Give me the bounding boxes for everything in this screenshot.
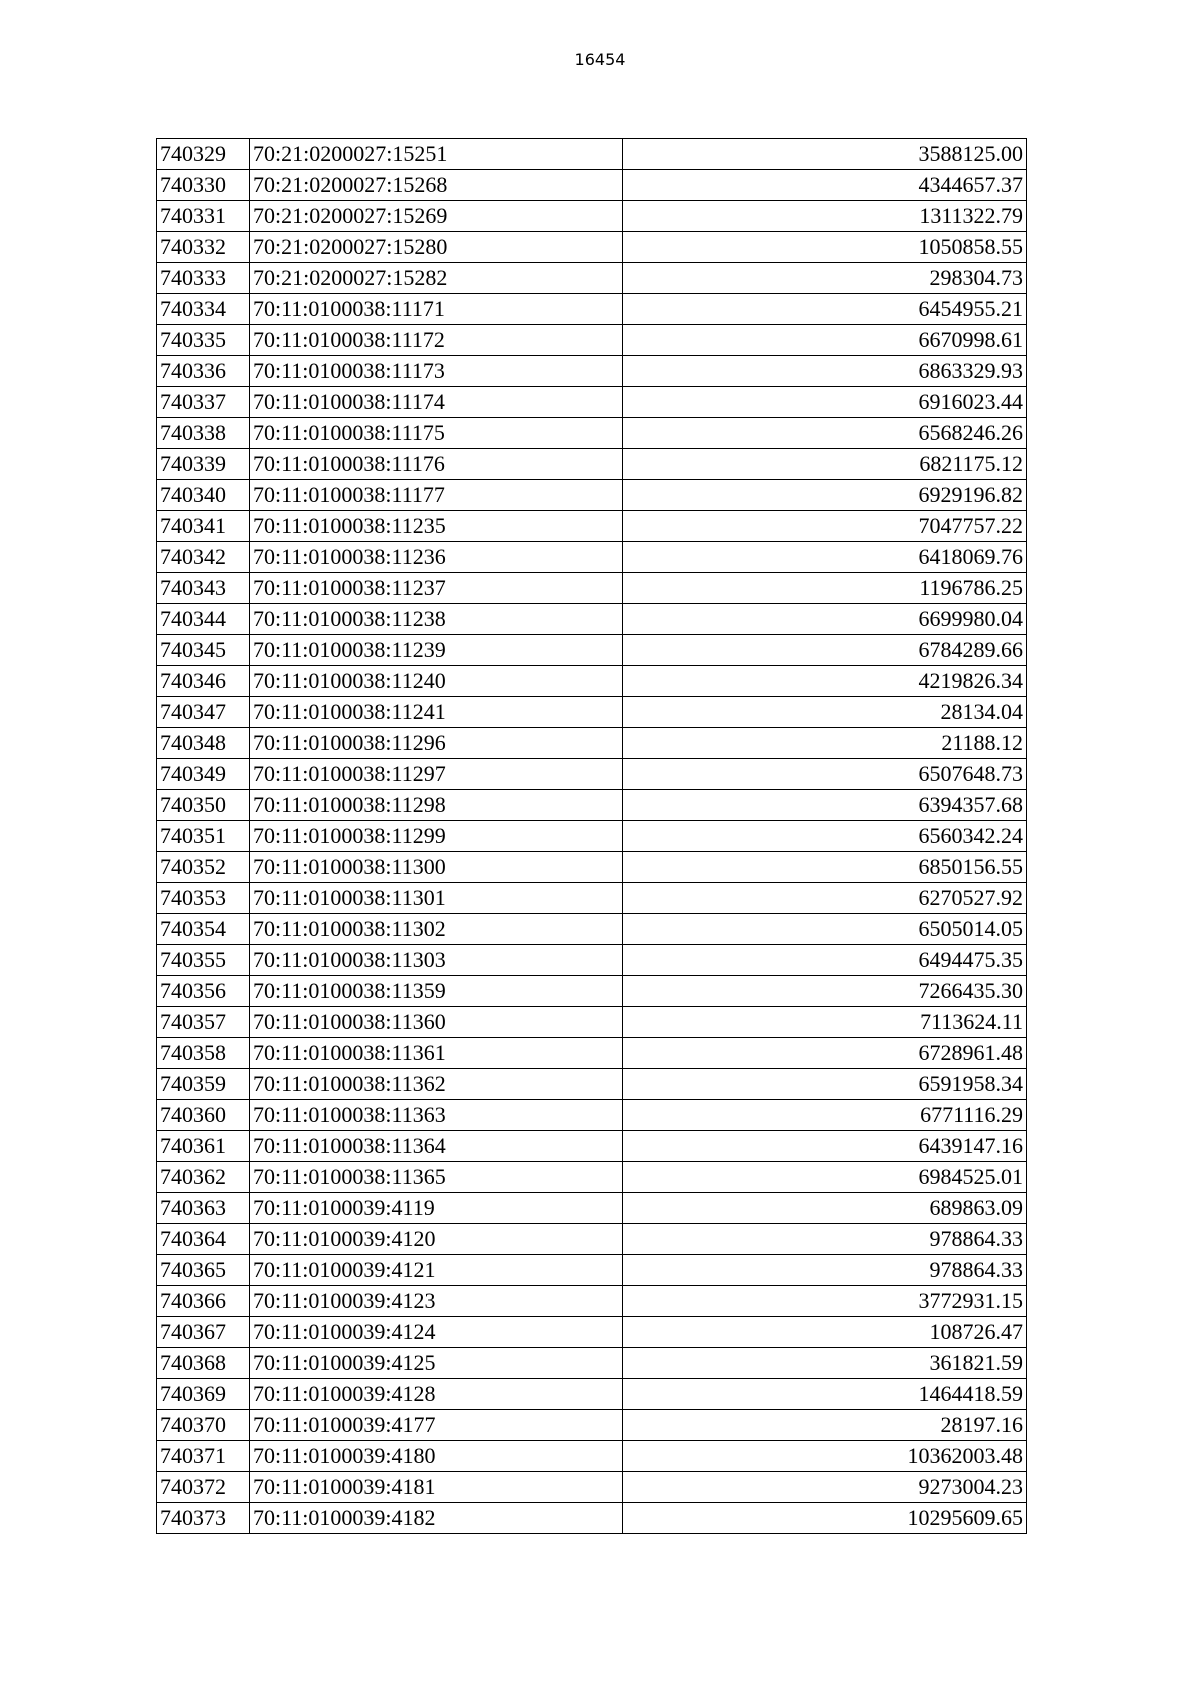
cadastral-value-cell: 361821.59 xyxy=(623,1348,1027,1379)
cadastral-value-cell: 6270527.92 xyxy=(623,883,1027,914)
cadastral-value-cell: 6439147.16 xyxy=(623,1131,1027,1162)
row-number-cell: 740367 xyxy=(157,1317,250,1348)
cadastral-number-cell: 70:11:0100039:4128 xyxy=(250,1379,623,1410)
page-number: 16454 xyxy=(574,50,626,69)
table-row xyxy=(157,1503,1027,1534)
row-number-cell: 740345 xyxy=(157,635,250,666)
cadastral-value-cell: 978864.33 xyxy=(623,1255,1027,1286)
table-row xyxy=(157,1286,1027,1317)
row-number-cell: 740330 xyxy=(157,170,250,201)
row-number-cell: 740360 xyxy=(157,1100,250,1131)
cadastral-value-cell: 10362003.48 xyxy=(623,1441,1027,1472)
cadastral-number-cell: 70:11:0100038:11363 xyxy=(250,1100,623,1131)
table-row xyxy=(157,945,1027,976)
row-number-cell: 740364 xyxy=(157,1224,250,1255)
table-row xyxy=(157,1162,1027,1193)
table-row xyxy=(157,1410,1027,1441)
cadastral-value-cell: 6394357.68 xyxy=(623,790,1027,821)
row-number-cell: 740339 xyxy=(157,449,250,480)
table-row xyxy=(157,1379,1027,1410)
cadastral-value-cell: 689863.09 xyxy=(623,1193,1027,1224)
cadastral-value-cell: 6821175.12 xyxy=(623,449,1027,480)
table-row xyxy=(157,418,1027,449)
row-number-cell: 740334 xyxy=(157,294,250,325)
row-number-cell: 740370 xyxy=(157,1410,250,1441)
table-row xyxy=(157,387,1027,418)
cadastral-value-cell: 9273004.23 xyxy=(623,1472,1027,1503)
cadastral-value-cell: 6863329.93 xyxy=(623,356,1027,387)
cadastral-value-cell: 6916023.44 xyxy=(623,387,1027,418)
cadastral-value-cell: 6494475.35 xyxy=(623,945,1027,976)
table-row xyxy=(157,666,1027,697)
row-number-cell: 740373 xyxy=(157,1503,250,1534)
cadastral-value-cell: 978864.33 xyxy=(623,1224,1027,1255)
table-row xyxy=(157,449,1027,480)
table-row xyxy=(157,1441,1027,1472)
cadastral-value-cell: 21188.12 xyxy=(623,728,1027,759)
table-row xyxy=(157,1224,1027,1255)
table-row xyxy=(157,604,1027,635)
cadastral-number-cell: 70:11:0100038:11176 xyxy=(250,449,623,480)
row-number-cell: 740358 xyxy=(157,1038,250,1069)
table-row xyxy=(157,821,1027,852)
cadastral-value-cell: 6929196.82 xyxy=(623,480,1027,511)
cadastral-value-cell: 3588125.00 xyxy=(623,139,1027,170)
cadastral-value-cell: 6984525.01 xyxy=(623,1162,1027,1193)
cadastral-number-cell: 70:21:0200027:15282 xyxy=(250,263,623,294)
row-number-cell: 740362 xyxy=(157,1162,250,1193)
cadastral-value-cell: 7113624.11 xyxy=(623,1007,1027,1038)
cadastral-number-cell: 70:11:0100038:11301 xyxy=(250,883,623,914)
cadastral-number-cell: 70:11:0100039:4177 xyxy=(250,1410,623,1441)
row-number-cell: 740365 xyxy=(157,1255,250,1286)
cadastral-number-cell: 70:11:0100038:11241 xyxy=(250,697,623,728)
cadastral-value-cell: 28197.16 xyxy=(623,1410,1027,1441)
table-row xyxy=(157,1069,1027,1100)
table-row xyxy=(157,852,1027,883)
row-number-cell: 740344 xyxy=(157,604,250,635)
table-row xyxy=(157,232,1027,263)
table-row xyxy=(157,790,1027,821)
table-row xyxy=(157,1472,1027,1503)
cadastral-number-cell: 70:11:0100039:4124 xyxy=(250,1317,623,1348)
row-number-cell: 740355 xyxy=(157,945,250,976)
row-number-cell: 740353 xyxy=(157,883,250,914)
table-row xyxy=(157,573,1027,604)
cadastral-value-cell: 7266435.30 xyxy=(623,976,1027,1007)
cadastral-value-cell: 1311322.79 xyxy=(623,201,1027,232)
row-number-cell: 740352 xyxy=(157,852,250,883)
cadastral-number-cell: 70:11:0100038:11236 xyxy=(250,542,623,573)
table-row xyxy=(157,170,1027,201)
cadastral-number-cell: 70:11:0100039:4123 xyxy=(250,1286,623,1317)
cadastral-number-cell: 70:11:0100038:11235 xyxy=(250,511,623,542)
table-row xyxy=(157,294,1027,325)
row-number-cell: 740342 xyxy=(157,542,250,573)
cadastral-number-cell: 70:11:0100038:11177 xyxy=(250,480,623,511)
table-row xyxy=(157,139,1027,170)
cadastral-value-cell: 4219826.34 xyxy=(623,666,1027,697)
table-row xyxy=(157,976,1027,1007)
cadastral-number-cell: 70:11:0100038:11172 xyxy=(250,325,623,356)
cadastral-number-cell: 70:11:0100038:11361 xyxy=(250,1038,623,1069)
row-number-cell: 740347 xyxy=(157,697,250,728)
cadastral-value-cell: 298304.73 xyxy=(623,263,1027,294)
cadastral-number-cell: 70:11:0100038:11298 xyxy=(250,790,623,821)
table-row xyxy=(157,697,1027,728)
cadastral-number-cell: 70:11:0100038:11240 xyxy=(250,666,623,697)
table-row xyxy=(157,1038,1027,1069)
row-number-cell: 740361 xyxy=(157,1131,250,1162)
row-number-cell: 740354 xyxy=(157,914,250,945)
cadastral-number-cell: 70:11:0100038:11362 xyxy=(250,1069,623,1100)
registry-table xyxy=(156,138,1027,1534)
row-number-cell: 740372 xyxy=(157,1472,250,1503)
cadastral-number-cell: 70:11:0100039:4119 xyxy=(250,1193,623,1224)
cadastral-value-cell: 1050858.55 xyxy=(623,232,1027,263)
cadastral-number-cell: 70:11:0100038:11174 xyxy=(250,387,623,418)
cadastral-number-cell: 70:11:0100039:4120 xyxy=(250,1224,623,1255)
cadastral-number-cell: 70:11:0100039:4121 xyxy=(250,1255,623,1286)
cadastral-value-cell: 6771116.29 xyxy=(623,1100,1027,1131)
table-row xyxy=(157,201,1027,232)
cadastral-value-cell: 10295609.65 xyxy=(623,1503,1027,1534)
table-row xyxy=(157,1100,1027,1131)
cadastral-value-cell: 6507648.73 xyxy=(623,759,1027,790)
cadastral-value-cell: 7047757.22 xyxy=(623,511,1027,542)
cadastral-number-cell: 70:11:0100039:4125 xyxy=(250,1348,623,1379)
table-row xyxy=(157,325,1027,356)
row-number-cell: 740346 xyxy=(157,666,250,697)
cadastral-value-cell: 4344657.37 xyxy=(623,170,1027,201)
row-number-cell: 740337 xyxy=(157,387,250,418)
row-number-cell: 740371 xyxy=(157,1441,250,1472)
table-row xyxy=(157,1193,1027,1224)
cadastral-number-cell: 70:21:0200027:15268 xyxy=(250,170,623,201)
table-row xyxy=(157,1317,1027,1348)
row-number-cell: 740368 xyxy=(157,1348,250,1379)
row-number-cell: 740329 xyxy=(157,139,250,170)
cadastral-number-cell: 70:21:0200027:15251 xyxy=(250,139,623,170)
table-row xyxy=(157,759,1027,790)
cadastral-value-cell: 6728961.48 xyxy=(623,1038,1027,1069)
row-number-cell: 740335 xyxy=(157,325,250,356)
row-number-cell: 740363 xyxy=(157,1193,250,1224)
row-number-cell: 740332 xyxy=(157,232,250,263)
cadastral-number-cell: 70:11:0100038:11296 xyxy=(250,728,623,759)
row-number-cell: 740349 xyxy=(157,759,250,790)
cadastral-value-cell: 6699980.04 xyxy=(623,604,1027,635)
cadastral-value-cell: 6850156.55 xyxy=(623,852,1027,883)
cadastral-number-cell: 70:11:0100038:11302 xyxy=(250,914,623,945)
cadastral-value-cell: 6568246.26 xyxy=(623,418,1027,449)
cadastral-number-cell: 70:11:0100038:11359 xyxy=(250,976,623,1007)
table-row xyxy=(157,1348,1027,1379)
cadastral-number-cell: 70:11:0100038:11360 xyxy=(250,1007,623,1038)
table-row xyxy=(157,480,1027,511)
row-number-cell: 740348 xyxy=(157,728,250,759)
cadastral-number-cell: 70:11:0100038:11364 xyxy=(250,1131,623,1162)
cadastral-number-cell: 70:11:0100039:4180 xyxy=(250,1441,623,1472)
cadastral-value-cell: 3772931.15 xyxy=(623,1286,1027,1317)
row-number-cell: 740357 xyxy=(157,1007,250,1038)
row-number-cell: 740369 xyxy=(157,1379,250,1410)
cadastral-number-cell: 70:11:0100038:11303 xyxy=(250,945,623,976)
cadastral-number-cell: 70:11:0100038:11175 xyxy=(250,418,623,449)
cadastral-number-cell: 70:21:0200027:15269 xyxy=(250,201,623,232)
table-row xyxy=(157,1007,1027,1038)
row-number-cell: 740351 xyxy=(157,821,250,852)
table-row xyxy=(157,263,1027,294)
cadastral-number-cell: 70:11:0100038:11239 xyxy=(250,635,623,666)
cadastral-number-cell: 70:11:0100038:11299 xyxy=(250,821,623,852)
row-number-cell: 740338 xyxy=(157,418,250,449)
cadastral-number-cell: 70:11:0100039:4182 xyxy=(250,1503,623,1534)
cadastral-value-cell: 6670998.61 xyxy=(623,325,1027,356)
cadastral-value-cell: 6454955.21 xyxy=(623,294,1027,325)
row-number-cell: 740356 xyxy=(157,976,250,1007)
row-number-cell: 740366 xyxy=(157,1286,250,1317)
cadastral-number-cell: 70:11:0100038:11173 xyxy=(250,356,623,387)
table-row xyxy=(157,356,1027,387)
cadastral-value-cell: 6591958.34 xyxy=(623,1069,1027,1100)
cadastral-value-cell: 1196786.25 xyxy=(623,573,1027,604)
cadastral-value-cell: 6418069.76 xyxy=(623,542,1027,573)
table-row xyxy=(157,542,1027,573)
table-row xyxy=(157,728,1027,759)
cadastral-value-cell: 28134.04 xyxy=(623,697,1027,728)
table-row xyxy=(157,511,1027,542)
row-number-cell: 740343 xyxy=(157,573,250,604)
cadastral-value-cell: 6784289.66 xyxy=(623,635,1027,666)
row-number-cell: 740333 xyxy=(157,263,250,294)
table-row xyxy=(157,914,1027,945)
cadastral-number-cell: 70:11:0100038:11300 xyxy=(250,852,623,883)
cadastral-number-cell: 70:11:0100038:11237 xyxy=(250,573,623,604)
table-row xyxy=(157,883,1027,914)
cadastral-number-cell: 70:11:0100038:11171 xyxy=(250,294,623,325)
registry-table-body xyxy=(157,139,1027,1534)
row-number-cell: 740350 xyxy=(157,790,250,821)
cadastral-number-cell: 70:21:0200027:15280 xyxy=(250,232,623,263)
table-row xyxy=(157,635,1027,666)
cadastral-value-cell: 108726.47 xyxy=(623,1317,1027,1348)
row-number-cell: 740331 xyxy=(157,201,250,232)
cadastral-number-cell: 70:11:0100039:4181 xyxy=(250,1472,623,1503)
row-number-cell: 740359 xyxy=(157,1069,250,1100)
table-row xyxy=(157,1131,1027,1162)
cadastral-number-cell: 70:11:0100038:11238 xyxy=(250,604,623,635)
cadastral-number-cell: 70:11:0100038:11365 xyxy=(250,1162,623,1193)
row-number-cell: 740340 xyxy=(157,480,250,511)
table-row xyxy=(157,1255,1027,1286)
cadastral-value-cell: 6505014.05 xyxy=(623,914,1027,945)
cadastral-value-cell: 1464418.59 xyxy=(623,1379,1027,1410)
cadastral-value-cell: 6560342.24 xyxy=(623,821,1027,852)
row-number-cell: 740341 xyxy=(157,511,250,542)
cadastral-number-cell: 70:11:0100038:11297 xyxy=(250,759,623,790)
row-number-cell: 740336 xyxy=(157,356,250,387)
